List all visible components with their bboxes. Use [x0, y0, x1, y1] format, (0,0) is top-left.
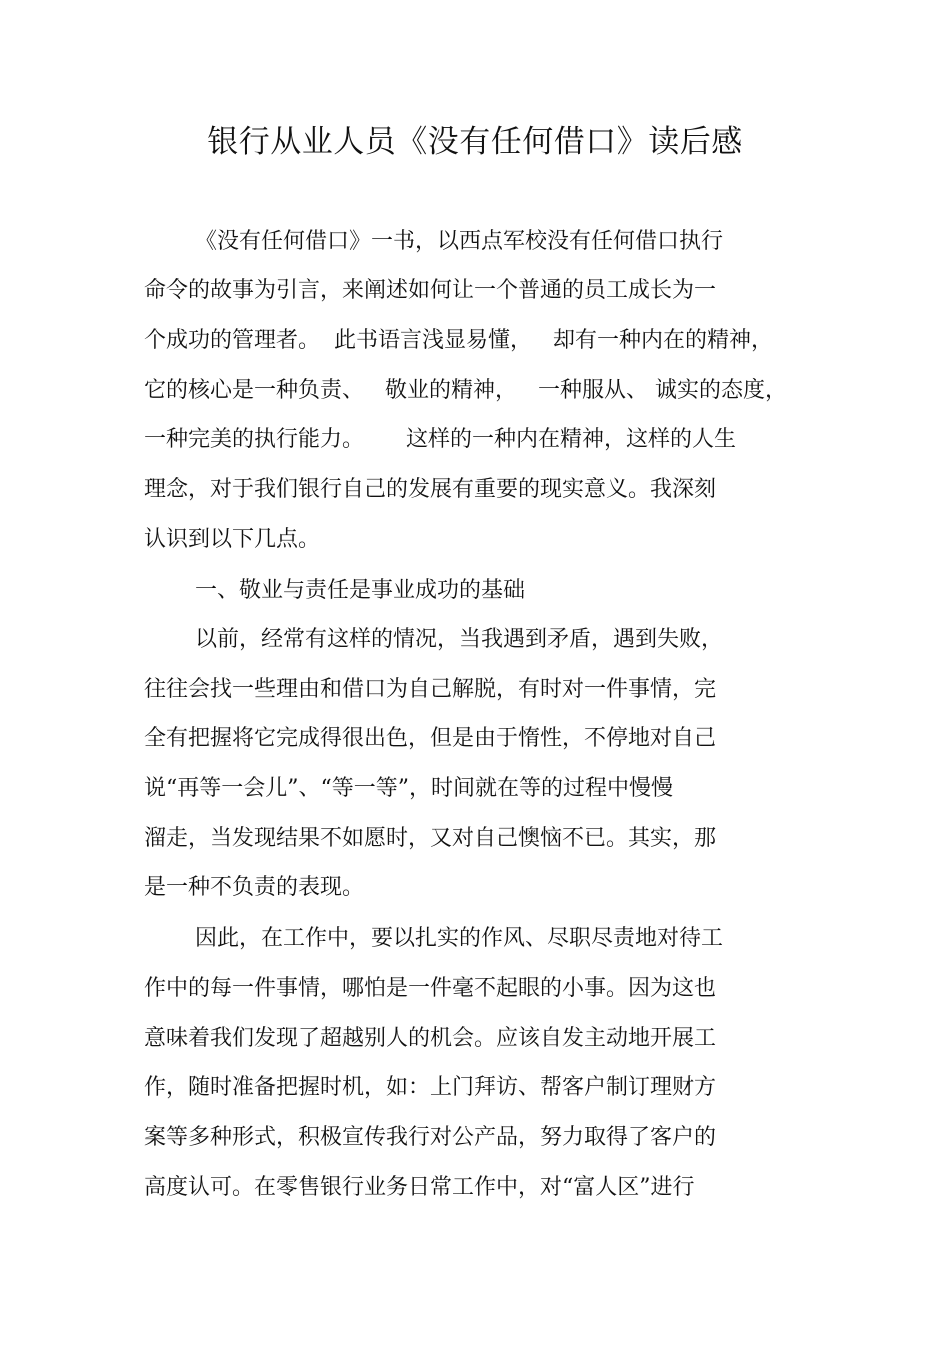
paragraph-line: 命令的故事为引言，来阐述如何让一个普通的员工成长为一 [144, 278, 717, 303]
paragraph-line: 作，随时准备把握时机，如：上门拜访、帮客户制订理财方 [144, 1075, 717, 1100]
paragraph-line: 以前，经常有这样的情况，当我遇到矛盾，遇到失败， [195, 627, 724, 652]
paragraph-line: 认识到以下几点。 [144, 527, 321, 552]
paragraph-line: 说“再等一会儿”、“等一等”，时间就在等的过程中慢慢 [144, 776, 673, 801]
paragraph-line: 它的核心是一种负责、 敬业的精神， 一种服从、 诚实的态度， [144, 378, 787, 403]
paragraph-line: 溜走，当发现结果不如愿时，又对自己懊恼不已。其实，那 [144, 826, 717, 851]
paragraph-line: 个成功的管理者。 此书语言浅显易懂， 却有一种内在的精神， [144, 328, 773, 353]
paragraph-line: 理念，对于我们银行自己的发展有重要的现实意义。我深刻 [144, 477, 717, 502]
paragraph-line: 高度认可。在零售银行业务日常工作中，对“富人区”进行 [144, 1175, 695, 1200]
paragraph-line: 因此，在工作中，要以扎实的作风、尽职尽责地对待工 [195, 926, 724, 951]
paragraph-line: 往往会找一些理由和借口为自己解脱，有时对一件事情，完 [144, 677, 717, 702]
paragraph-line: 一种完美的执行能力。 这样的一种内在精神，这样的人生 [144, 427, 736, 452]
section-heading: 一、敬业与责任是事业成功的基础 [195, 578, 526, 603]
paragraph-line: 是一种不负责的表现。 [144, 875, 365, 900]
paragraph-line: 《没有任何借口》一书，以西点军校没有任何借口执行 [195, 229, 724, 254]
paragraph-line: 作中的每一件事情，哪怕是一件毫不起眼的小事。因为这也 [144, 976, 717, 1001]
paragraph-line: 意味着我们发现了超越别人的机会。应该自发主动地开展工 [144, 1026, 717, 1051]
paragraph-line: 全有把握将它完成得很出色，但是由于惰性，不停地对自己 [144, 726, 717, 751]
paragraph-line: 案等多种形式，积极宣传我行对公产品，努力取得了客户的 [144, 1125, 717, 1150]
document-title: 银行从业人员《没有任何借口》读后感 [207, 124, 743, 160]
